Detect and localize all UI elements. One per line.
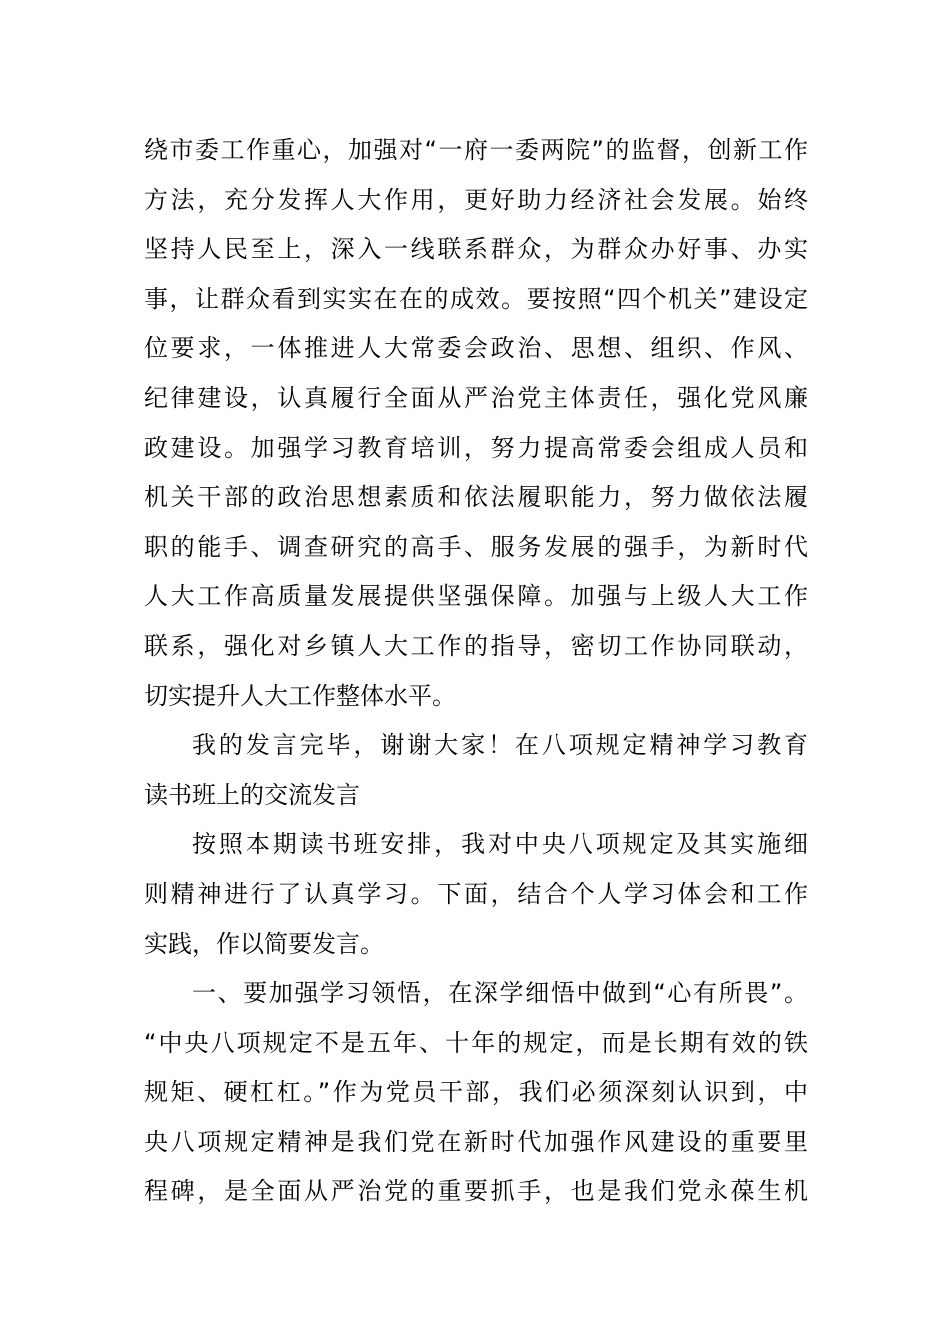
text-line: 位要求，一体推进人大常委会政治、思想、组织、作风、: [144, 334, 808, 363]
text-line: 事，让群众看到实实在在的成效。要按照“四个机关”建设定: [144, 284, 808, 313]
text-line: 程碑，是全面从严治党的重要抓手，也是我们党永葆生机: [144, 1177, 808, 1206]
text-line: 切实提升人大工作整体水平。: [144, 681, 456, 710]
text-line: 规矩、硬杠杠。”作为党员干部，我们必须深刻认识到，中: [144, 1078, 808, 1107]
text-line: 联系，强化对乡镇人大工作的指导，密切工作协同联动，: [144, 631, 808, 660]
text-line: 绕市委工作重心，加强对“一府一委两院”的监督，创新工作: [144, 136, 808, 164]
text-line: 实践，作以简要发言。: [144, 929, 384, 958]
text-line: 读书班上的交流发言: [144, 780, 360, 809]
text-line: 人大工作高质量发展提供坚强保障。加强与上级人大工作: [144, 582, 808, 611]
text-line: 政建设。加强学习教育培训，努力提高常委会组成人员和: [144, 433, 808, 462]
text-line: 按照本期读书班安排，我对中央八项规定及其实施细: [192, 830, 808, 859]
text-line: 一、要加强学习领悟，在深学细悟中做到“心有所畏”。: [192, 979, 808, 1008]
text-line: 坚持人民至上，深入一线联系群众，为群众办好事、办实: [144, 235, 808, 264]
text-line: 机关干部的政治思想素质和依法履职能力，努力做依法履: [144, 483, 808, 512]
text-line: 方法，充分发挥人大作用，更好助力经济社会发展。始终: [144, 185, 808, 214]
text-line: 纪律建设，认真履行全面从严治党主体责任，强化党风廉: [144, 383, 808, 412]
text-line: 央八项规定精神是我们党在新时代加强作风建设的重要里: [144, 1127, 808, 1156]
text-line: 则精神进行了认真学习。下面，结合个人学习体会和工作: [144, 879, 808, 908]
text-line: “中央八项规定不是五年、十年的规定，而是长期有效的铁: [144, 1028, 808, 1057]
document-body: [144, 126, 808, 1217]
text-line: 职的能手、调查研究的高手、服务发展的强手，为新时代: [144, 532, 808, 561]
text-line: 我的发言完毕，谢谢大家！在八项规定精神学习教育: [192, 731, 808, 760]
